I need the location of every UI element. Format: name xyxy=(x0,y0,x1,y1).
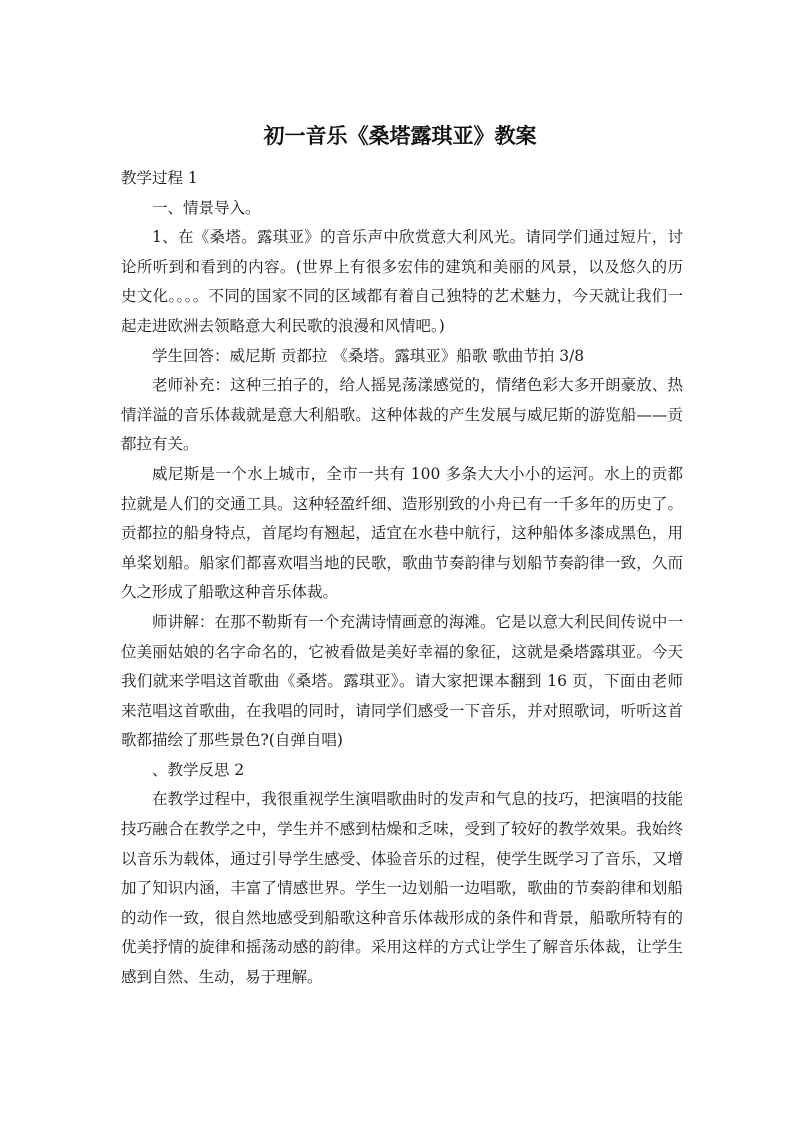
paragraph-teacher-supplement: 老师补充：这种三拍子的，给人摇晃荡漾感觉的，情绪色彩大多开朗豪放、热情洋溢的音乐体裁就是意大利船歌。这种体裁的产生发展与威尼斯的游览船——贡都拉有关。 xyxy=(121,376,683,454)
document-body xyxy=(121,164,683,993)
paragraph-venice: 威尼斯是一个水上城市，全市一共有 100 多条大大小小的运河。水上的贡都拉就是人们的交通工具。这种轻盈纤细、造形别致的小舟已有一千多年的历史了。贡都拉的船身特点，首尾均有翘起，适宜在水巷中航行，这种船体多漆成黑色，用单桨划船。船家们都喜欢唱当地的民歌，歌曲节奏韵律与划船节奏韵律一致，久而久之形成了船歌这种音乐体裁。 xyxy=(121,464,683,602)
step-heading-intro: 一、情景导入。 xyxy=(152,198,261,217)
section-heading-process: 教学过程 1 xyxy=(121,169,198,187)
document-title: 初一音乐《桑塔露琪亚》教案 xyxy=(263,124,537,148)
paragraph-teacher-explanation: 师讲解：在那不勒斯有一个充满诗情画意的海滩。它是以意大利民间传说中一位美丽姑娘的名字命名的，它被看做是美好幸福的象征，这就是桑塔露琪亚。今天我们就来学唱这首歌曲《桑塔。露琪亚》。请大家把课本翻到 16 页，下面由老师来范唱这首歌曲，在我唱的同时，请同学们感受一下音乐，并对照歌词，听听这首歌都描绘了那些景色?(自弹自唱) xyxy=(121,612,683,750)
paragraph-student-answer: 学生回答：威尼斯 贡都拉 《桑塔。露琪亚》船歌 歌曲节拍 3/8 xyxy=(152,346,585,365)
paragraph-appreciation: 1、在《桑塔。露琪亚》的音乐声中欣赏意大利风光。请同学们通过短片，讨论所听到和看到的内容。(世界上有很多宏伟的建筑和美丽的风景，以及悠久的历史文化。。。。不同的国家不同的区域都有着自己独特的艺术魅力，今天就让我们一起走进欧洲去领略意大利民歌的浪漫和风情吧。) xyxy=(121,228,683,335)
paragraph-reflection: 在教学过程中，我很重视学生演唱歌曲时的发声和气息的技巧，把演唱的技能技巧融合在教学之中，学生并不感到枯燥和乏味，受到了较好的教学效果。我始终以音乐为载体，通过引导学生感受、体验音乐的过程，使学生既学习了音乐，又增加了知识内涵，丰富了情感世界。学生一边划船一边唱歌，歌曲的节奏韵律和划船的动作一致，很自然地感受到船歌这种音乐体裁形成的条件和背景，船歌所特有的优美抒情的旋律和摇荡动感的韵律。采用这样的方式让学生了解音乐体裁，让学生感到自然、生动，易于理解。 xyxy=(121,790,683,987)
section-heading-reflection: 、教学反思 2 xyxy=(152,760,245,779)
